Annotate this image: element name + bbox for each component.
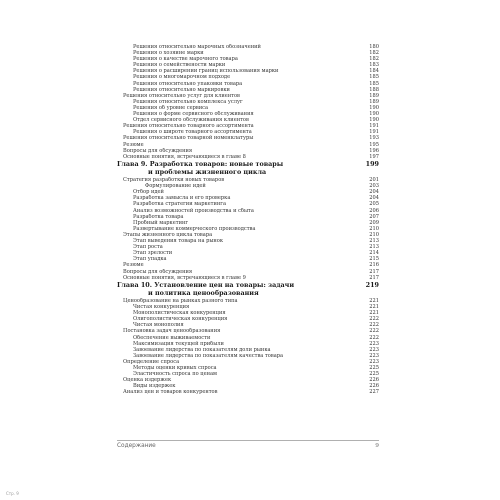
toc-entry-title: Пробный маркетинг — [133, 219, 189, 226]
toc-entry-title: Решения о расширении границ использования марки — [133, 68, 279, 75]
toc-entry-title: Формулирование идей — [145, 183, 206, 190]
toc-entry-page: 225 — [369, 365, 379, 372]
toc-entry-title: Основные понятия, встречающиеся в главе 9 — [123, 274, 246, 281]
toc-entry-title: Решения о семействености марки — [133, 62, 226, 69]
toc-entry-title: Разработка товара — [133, 213, 184, 220]
toc-entry-title: Методы оценки кривых спроса — [133, 365, 217, 372]
toc-entry-page: 205 — [369, 201, 379, 208]
chapter-title-line-2: и политика ценообразования — [148, 288, 259, 297]
toc-entry-title: Эластичность спроса по ценам — [133, 371, 217, 378]
toc-entry-title: Ценообразование на рынках разного типа — [123, 298, 238, 304]
toc-entry-title: Решения относительно маркировки — [133, 86, 230, 93]
toc-entry-page: 204 — [369, 195, 379, 202]
toc-entry-title: Решения об уровне сервиса — [133, 104, 209, 111]
toc-entry-page: 184 — [369, 68, 379, 75]
chapter-heading-10[interactable] — [117, 282, 379, 297]
toc-entry-title: Решения относительно товарного ассортимента — [123, 123, 254, 130]
toc-entry[interactable] — [117, 275, 379, 281]
toc-entry-page: 183 — [369, 62, 379, 69]
toc-entry-page: 215 — [369, 256, 379, 263]
toc-entry[interactable] — [117, 154, 379, 160]
toc-entry-page: 223 — [369, 352, 379, 359]
toc-entry-title: Анализ возможностей производства и сбыта — [133, 207, 254, 214]
toc-entry-title: Обеспечение выживаемости — [133, 334, 211, 341]
toc-entry-page: 189 — [369, 92, 379, 99]
toc-entry-page: 217 — [369, 268, 379, 275]
toc-entry[interactable] — [117, 389, 379, 395]
chapter-title-line-2: и проблемы жизненного цикла — [148, 167, 267, 176]
toc-entry-page: 225 — [369, 371, 379, 378]
toc-entry-page: 223 — [369, 358, 379, 365]
corner-page-note: Стр. 9 — [6, 491, 19, 496]
toc-entry-page: 223 — [369, 346, 379, 353]
toc-entry-page: 216 — [369, 262, 379, 269]
toc-entry-page: 185 — [369, 80, 379, 87]
toc-entry-title: Решения о качестве марочного товара — [133, 56, 238, 63]
toc-entry-page: 204 — [369, 189, 379, 196]
toc-section-chapter-10 — [117, 298, 379, 396]
toc-entry-title: Чистая конкуренция — [133, 304, 190, 311]
toc-entry-title: Вопросы для обсуждения — [123, 147, 193, 154]
toc-entry-page: 209 — [369, 219, 379, 226]
toc-entry-page: 203 — [369, 183, 379, 190]
chapter-heading-9[interactable] — [117, 161, 379, 176]
toc-entry-title: Отдел сервисного обслуживания клиентов — [133, 117, 249, 124]
toc-section-chapter-8-tail — [117, 44, 379, 160]
toc-entry-page: 226 — [369, 383, 379, 390]
toc-entry-title: Решения относительно упаковки товара — [133, 80, 243, 87]
toc-entry-title: Чистая монополия — [133, 322, 184, 329]
toc-entry-title: Резюме — [123, 262, 144, 269]
toc-entry-page: 217 — [369, 274, 379, 281]
toc-entry-title: Олигополистическая конкуренция — [133, 316, 228, 323]
toc-entry-page: 195 — [369, 141, 379, 148]
toc-entry-title: Оценка издержек — [123, 377, 172, 384]
toc-entry-title: Отбор идей — [133, 189, 164, 196]
toc-entry-page: 222 — [369, 334, 379, 341]
toc-entry-title: Виды издержек — [133, 383, 176, 390]
chapter-page-number: 219 — [365, 281, 379, 290]
toc-entry-page: 193 — [369, 135, 379, 142]
toc-entry-page: 190 — [369, 111, 379, 118]
toc-entry-title: Постановка задач ценообразования — [123, 328, 221, 335]
chapter-title-line-1: Глава 9. Разработка товаров: новые товары — [117, 160, 284, 169]
toc-entry-title: Резюме — [123, 141, 144, 148]
toc-entry-page: 185 — [369, 74, 379, 81]
toc-entry-title: Решения относительно товарной номенклатуры — [123, 135, 254, 142]
toc-entry-title: Максимизация текущей прибыли — [133, 340, 224, 347]
toc-entry-page: 182 — [369, 56, 379, 63]
toc-entry-title: Этап роста — [133, 244, 163, 251]
toc-entry-page: 190 — [369, 104, 379, 111]
toc-entry-title: Решения о многомарочном подходе — [133, 74, 231, 81]
toc-entry-title: Стратегия разработки новых товаров — [123, 177, 225, 184]
toc-entry-page: 191 — [369, 123, 379, 130]
chapter-title-line-1: Глава 10. Установление цен на товары: задачи — [117, 281, 295, 290]
toc-entry-title: Завоевание лидерства по показателям доли рынка — [133, 346, 271, 353]
table-of-contents — [117, 44, 379, 396]
toc-entry-page: 214 — [369, 250, 379, 257]
footer-page-number: 9 — [375, 443, 379, 449]
toc-entry-title: Решения относительно услуг для клиентов — [123, 92, 240, 99]
toc-entry-page: 222 — [369, 322, 379, 329]
toc-entry-page: 201 — [369, 177, 379, 184]
toc-entry-page: 180 — [369, 44, 379, 50]
toc-entry-title: Этап зрелости — [133, 250, 173, 257]
toc-entry-title: Анализ цен и товаров конкурентов — [123, 389, 218, 396]
toc-entry-page: 197 — [369, 153, 379, 160]
toc-entry-page: 182 — [369, 50, 379, 57]
toc-entry-title: Решения относительно комплекса услуг — [133, 98, 243, 105]
toc-entry-page: 227 — [369, 389, 379, 396]
toc-entry-title: Вопросы для обсуждения — [123, 268, 193, 275]
toc-entry-page: 196 — [369, 147, 379, 154]
toc-entry-page: 190 — [369, 117, 379, 124]
toc-entry-page: 221 — [369, 304, 379, 311]
toc-entry-page: 191 — [369, 129, 379, 136]
toc-entry-title: Этап выведения товара на рынок — [133, 238, 224, 245]
toc-entry-title: Основные понятия, встречающиеся в главе 8 — [123, 153, 246, 160]
toc-entry-title: Этап упадка — [133, 256, 167, 263]
toc-entry-title: Решения о хозяине марки — [133, 50, 204, 57]
footer-label: Содержание — [117, 443, 156, 449]
toc-entry-page: 223 — [369, 340, 379, 347]
toc-entry-title: Определение спроса — [123, 358, 180, 365]
toc-entry-page: 189 — [369, 98, 379, 105]
toc-entry-title: Разработка замысла и его проверка — [133, 195, 231, 202]
toc-entry-title: Монополистическая конкуренция — [133, 310, 226, 317]
toc-entry-page: 206 — [369, 207, 379, 214]
toc-entry-page: 213 — [369, 244, 379, 251]
toc-entry-page: 210 — [369, 225, 379, 232]
toc-section-chapter-9 — [117, 177, 379, 281]
toc-entry-page: 221 — [369, 310, 379, 317]
toc-entry-page: 222 — [369, 316, 379, 323]
toc-entry-title: Решения о форме сервисного обслуживания — [133, 111, 254, 118]
toc-entry-page: 221 — [369, 298, 379, 304]
toc-entry-page: 188 — [369, 86, 379, 93]
toc-entry-title: Разработка стратегии маркетинга — [133, 201, 226, 208]
toc-entry-title: Решения относительно марочных обозначений — [133, 44, 261, 50]
toc-entry-page: 226 — [369, 377, 379, 384]
toc-entry-page: 222 — [369, 328, 379, 335]
toc-entry-title: Развертывание коммерческого производства — [133, 225, 256, 232]
toc-entry-page: 213 — [369, 238, 379, 245]
toc-entry-title: Решения о широте товарного ассортимента — [133, 129, 252, 136]
footer-rule — [117, 440, 379, 441]
toc-entry-page: 210 — [369, 231, 379, 238]
toc-entry-page: 207 — [369, 213, 379, 220]
toc-entry-title: Этапы жизненного цикла товара — [123, 231, 213, 238]
chapter-page-number: 199 — [365, 160, 379, 169]
toc-entry-title: Завоевание лидерства по показателям качества товара — [133, 352, 284, 359]
